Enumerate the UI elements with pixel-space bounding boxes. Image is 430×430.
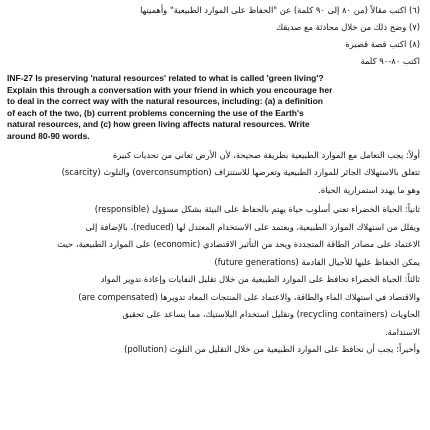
english-prompt-line: to deal in the correct way with the natural resources, including: (a) a definition	[7, 96, 323, 107]
arabic-paragraph-line: ثانياً: الحياة الخضراء تعني أسلوب حياة يهتم بالحفاظ على البيئة بشكل مسؤول (responsible)	[94, 204, 420, 215]
arabic-paragraph	[7, 201, 420, 359]
arabic-paragraph-line: ويقلل من استهلاك الموارد الطبيعية، ويعتمد على الاستخدام المعتدل لها (reduced)، بالإضافة إلى	[85, 221, 420, 232]
arabic-paragraph-line: وأخيراً: يجب أن نحافظ على الموارد الطبيعية من خلال التقليل من التلوث (pollution)	[124, 344, 420, 355]
arabic-paragraph-line: تتعلق بالاستهلاك الجائر للموارد الطبيعية وتعرضها للاستنزاف (overconsumption) والتلوث (scarcity)	[61, 167, 420, 178]
english-prompt-line: of each of the two, (b) current problems concerning the use of the Earth's	[7, 107, 304, 118]
arabic-instruction-line: (٨) اكتب قصة قصيرة	[345, 39, 420, 49]
arabic-paragraph-line: وهو ما يهدد استمرارية الحياة.	[318, 184, 420, 195]
english-prompt-line: around 80-90 words.	[7, 130, 90, 141]
arabic-instruction-line: اكتب ٨٠-٩٠ كلمة	[360, 56, 420, 66]
arabic-paragraph-line: الاعتماد على مصادر الطاقة المتجددة ويحد من التأثير الاقتصادي (economic) على الموارد الطبيعية، حيث	[57, 239, 420, 250]
arabic-paragraph-line: والاقتصاد في استهلاك الماء والطاقة، والاعتماد على المنتجات المعاد تدويرها (are compensated)	[78, 291, 420, 302]
arabic-paragraph-line: الحاويات (recycling containers) وتقليل استخدام البلاستيك، مما يساعد على تحقيق	[122, 309, 420, 320]
arabic-instruction-line: (٦) اكتب مقالاً (من ٨٠ إلى ٩٠ كلمة) عن "الحفاظ على الموارد الطبيعية" وأهميتها	[140, 5, 420, 15]
english-prompt-line: INF-27 Is preserving 'natural resources' related to what is called 'green living'?	[7, 73, 324, 83]
arabic-instruction-line: (٧) وضح ذلك من خلال محادثة مع صديقك	[276, 22, 420, 32]
arabic-paragraph-line: أولاً: يجب التعامل مع الموارد الطبيعية بطريقة صحيحة، لأن الأرض تعاني من تحديات كبيرة	[112, 149, 420, 160]
arabic-paragraph-line: يمكن الحفاظ عليها للأجيال القادمة (future generations)	[214, 256, 420, 267]
arabic-paragraph-line: ثالثاً: الحياة الخضراء تحافظ على الموارد الطبيعية من خلال تقليل النفايات وإعادة تدوير المواد	[100, 274, 420, 285]
arabic-paragraph-line: الاستدامة.	[384, 326, 420, 337]
english-prompt-line: Explain this through a conversation with your friend in which you encourage her	[7, 84, 333, 95]
english-prompt	[7, 73, 420, 143]
arabic-instructions	[7, 2, 420, 70]
arabic-paragraph	[7, 147, 420, 200]
english-prompt-line: natural resources, and (c) how green living affects natural resources. Write	[7, 119, 310, 130]
